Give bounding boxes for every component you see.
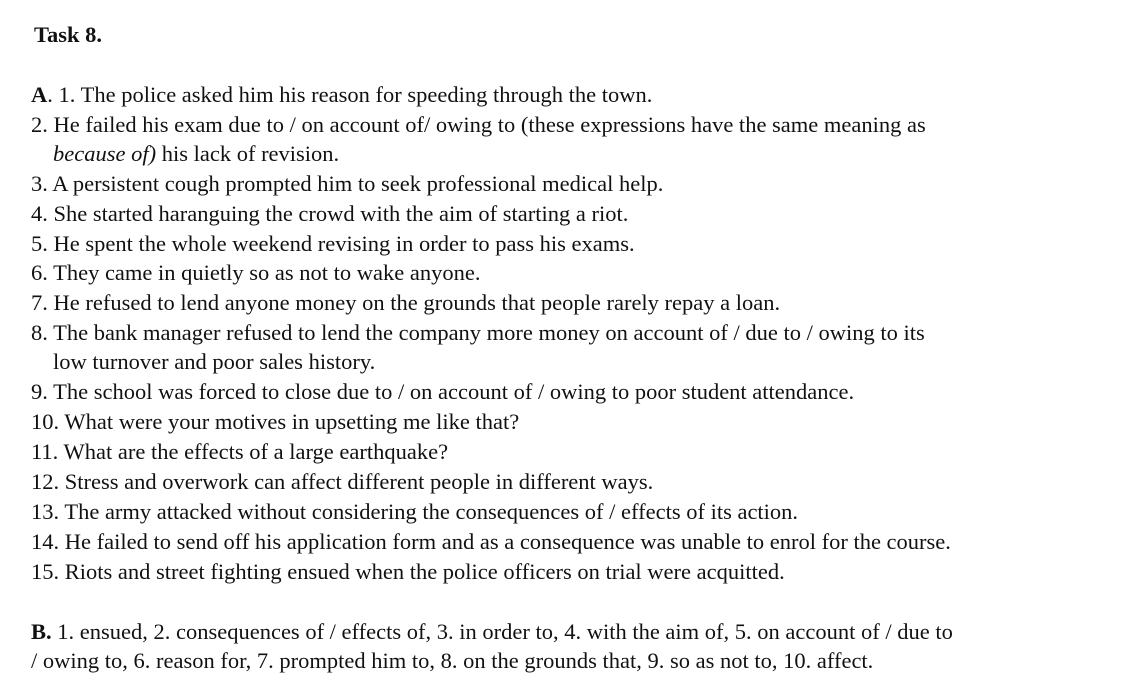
item-number: 2.	[31, 112, 54, 137]
section-b-text: 1. ensued, 2. consequences of / effects of, 3. in order to, 4. with the aim of, 5. on account of / due to	[51, 619, 953, 644]
answer-a-14	[31, 527, 951, 557]
item-text: What are the effects of a large earthquake?	[63, 439, 449, 464]
item-text: The police asked him his reason for speeding through the town.	[80, 82, 653, 107]
answer-a-8-continued	[53, 347, 375, 377]
item-number: 7.	[31, 290, 54, 315]
item-text: The bank manager refused to lend the company more money on account of / due to / owing to its	[53, 320, 925, 345]
item-number: 8.	[31, 320, 54, 345]
italic-phrase: because of)	[53, 141, 157, 166]
answer-a-6	[31, 258, 480, 288]
answer-a-10	[31, 407, 519, 437]
answer-a-15	[31, 557, 785, 587]
item-text: A persistent cough prompted him to seek professional medical help.	[52, 171, 664, 196]
answer-a-7	[31, 288, 780, 318]
item-number: 5.	[31, 231, 54, 256]
item-text: He refused to lend anyone money on the grounds that people rarely repay a loan.	[53, 290, 781, 315]
answer-a-3	[31, 169, 663, 199]
item-number: 12.	[31, 469, 65, 494]
item-number: 15.	[31, 559, 65, 584]
item-text: What were your motives in upsetting me like that?	[64, 409, 520, 434]
section-a-label: A	[31, 82, 48, 107]
item-text: The school was forced to close due to / on account of / owing to poor student attendance.	[53, 379, 855, 404]
item-number: 4.	[31, 201, 54, 226]
answer-b-line-2	[31, 646, 873, 676]
answer-a-13	[31, 497, 798, 527]
item-text: his lack of revision.	[156, 141, 340, 166]
item-text: Riots and street fighting ensued when the police officers on trial were acquitted.	[64, 559, 785, 584]
item-number: 3.	[31, 171, 53, 196]
item-number: 13.	[31, 499, 65, 524]
item-text: She started haranguing the crowd with the aim of starting a riot.	[53, 201, 629, 226]
answer-b-line-1	[31, 617, 953, 647]
item-text: low turnover and poor sales history.	[53, 349, 376, 374]
answer-a-5	[31, 229, 635, 259]
item-number: . 1.	[47, 82, 81, 107]
section-b-label: B.	[31, 619, 52, 644]
answer-a-9	[31, 377, 854, 407]
answer-a-12	[31, 467, 653, 497]
item-text: He failed to send off his application form and as a consequence was unable to enrol for the course.	[64, 529, 951, 554]
item-text: The army attacked without considering the consequences of / effects of its action.	[64, 499, 799, 524]
item-text: Stress and overwork can affect different people in different ways.	[64, 469, 654, 494]
item-text: He failed his exam due to / on account of/ owing to (these expressions have the same meaning as	[53, 112, 926, 137]
item-number: 14.	[31, 529, 65, 554]
section-b-text: / owing to, 6. reason for, 7. prompted him to, 8. on the grounds that, 9. so as not to, 10. affect.	[31, 648, 874, 673]
item-number: 6.	[31, 260, 54, 285]
answer-a-11	[31, 437, 448, 467]
item-number: 11.	[31, 439, 64, 464]
item-number: 10.	[31, 409, 65, 434]
item-text: They came in quietly so as not to wake anyone.	[53, 260, 481, 285]
answer-a-2-continued	[53, 139, 339, 169]
answer-a-4	[31, 199, 628, 229]
answer-a-2	[31, 110, 926, 140]
item-number: 9.	[31, 379, 54, 404]
item-text: He spent the whole weekend revising in order to pass his exams.	[53, 231, 635, 256]
task-title: Task 8.	[34, 22, 102, 47]
answer-a-8	[31, 318, 925, 348]
answer-a-1	[31, 80, 652, 110]
